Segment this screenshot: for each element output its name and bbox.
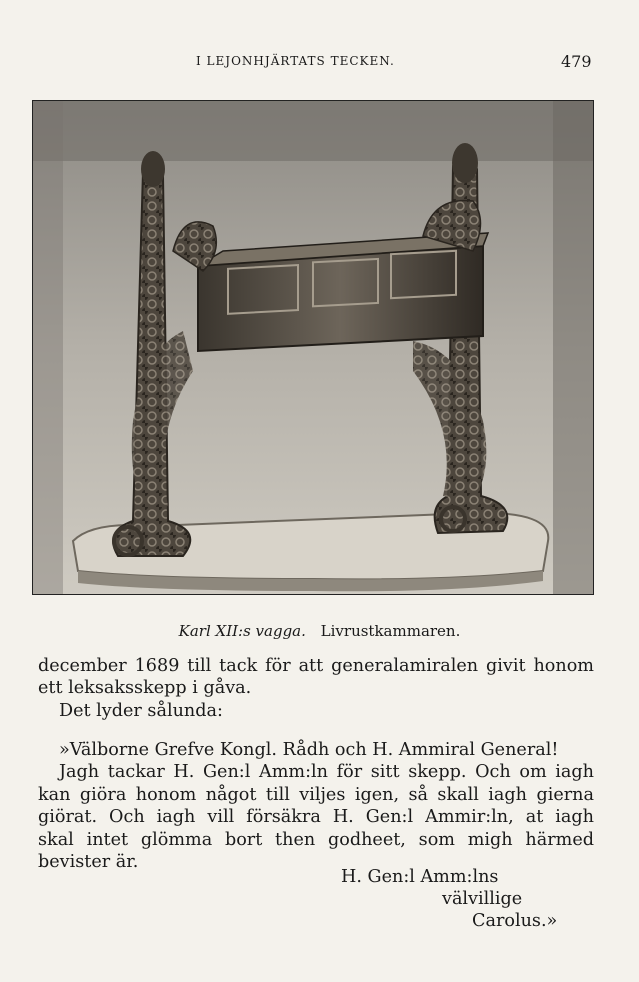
cradle-illustration [33,101,594,595]
signature-line-3: Carolus.» [472,911,558,931]
paragraph-1 [38,655,594,700]
cradle-photograph [32,100,594,595]
letter-line-3: kan giöra honom något till viljes igen, så skall iagh gierna [38,784,594,805]
paragraph-1-line-1: december 1689 till tack för att generalamiralen givit honom [38,656,594,676]
letter-line-6: bevister är. [38,852,139,873]
running-title: I LEJONHJÄRTATS TECKEN. [196,54,395,68]
letter-line-4: giörat. Och iagh vill försäkra H. Gen:l Ammir:ln, at iagh [38,807,594,828]
page-header [0,52,639,74]
letter-line-1: »Välborne Grefve Kongl. Rådh och H. Ammiral General! [59,740,559,760]
page-number: 479 [561,52,592,71]
caption-source: Livrustkammaren. [320,622,461,640]
signature-line-1: H. Gen:l Amm:lns [341,867,499,887]
signature-line-2: välvillige [442,889,523,909]
letter-text [38,739,594,873]
letter-line-2: Jagh tackar H. Gen:l Amm:ln för sitt skepp. Och om iagh [59,762,594,783]
letter-line-5: skal intet glömma bort then godheet, som migh härmed [38,829,594,850]
figure-caption [0,622,639,640]
paragraph-1-line-2: ett leksaksskepp i gåva. [38,678,252,699]
paragraph-2: Det lyder sålunda: [59,701,223,721]
caption-title: Karl XII:s vagga. [178,622,306,640]
